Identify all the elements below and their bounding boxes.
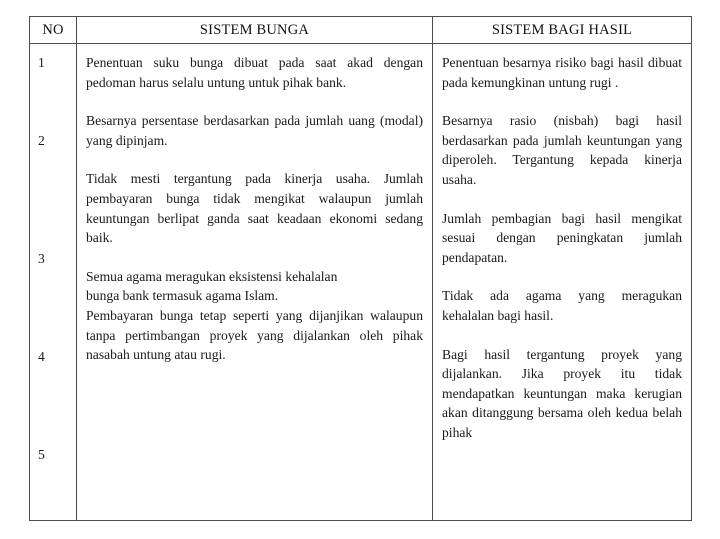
cell-bunga-4-line1: Semua agama meragukan eksistensi kehalalan	[86, 268, 338, 284]
column-header-no: NO	[42, 21, 64, 38]
cell-bagi-4: Tidak ada agama yang meragukan kehalalan bagi hasil.	[442, 288, 682, 323]
spacer-2	[38, 151, 72, 249]
cell-bagi-3: Jumlah pembagian bagi hasil mengikat sesuai dengan peningkatan jumlah pendapatan.	[442, 210, 682, 265]
cell-bunga-2: Besarnya persentase berdasarkan pada jumlah uang (modal) yang dipinjam.	[86, 113, 423, 148]
cell-bunga-3: Tidak mesti tergantung pada kinerja usaha. Jumlah pembayaran bunga tidak mengikat walaupun jumlah keuntungan berlipat ganda saat keadaan ekonomi sedang baik.	[86, 171, 423, 246]
cell-bagi-5: Bagi hasil tergantung proyek yang dijalankan. Jika proyek itu tidak mendapatkan keuntungan maka kerugian akan ditanggung bersama oleh kedua belah pihak	[442, 346, 682, 440]
row-number-3: 3	[38, 250, 45, 266]
row-number-5: 5	[38, 446, 45, 462]
spacer-4	[38, 367, 72, 445]
column-sistem-bunga	[76, 44, 432, 520]
row-number-2: 2	[38, 133, 45, 149]
cell-bunga-1: Penentuan suku bunga dibuat pada saat akad dengan pedoman harus selalu untung untuk pihak bank.	[86, 55, 423, 90]
spacer-1	[38, 73, 72, 132]
column-header-sistem-bunga: SISTEM BUNGA	[76, 17, 432, 43]
column-header-sistem-bagi-hasil: SISTEM BAGI HASIL	[432, 17, 691, 43]
row-number-4: 4	[38, 348, 45, 364]
comparison-table	[29, 16, 692, 521]
cell-bagi-2: Besarnya rasio (nisbah) bagi hasil berdasarkan pada jumlah keuntungan yang diperoleh. Tergantung kepada kinerja usaha.	[442, 113, 682, 187]
cell-bunga-5: Pembayaran bunga tetap seperti yang dijanjikan walaupun tanpa pertimbangan proyek yang dijalankan oleh pihak nasabah untung atau rugi.	[86, 307, 423, 363]
table-header-row	[30, 17, 691, 44]
cell-bagi-1: Penentuan besarnya risiko bagi hasil dibuat pada kemungkinan untung rugi .	[442, 55, 682, 90]
column-sistem-bagi-hasil	[432, 44, 691, 520]
column-no	[30, 44, 76, 520]
cell-bunga-4-line2: bunga bank termasuk agama Islam.	[86, 288, 279, 304]
table-body	[30, 44, 691, 520]
row-number-1: 1	[38, 55, 45, 70]
spacer-3	[38, 269, 72, 347]
